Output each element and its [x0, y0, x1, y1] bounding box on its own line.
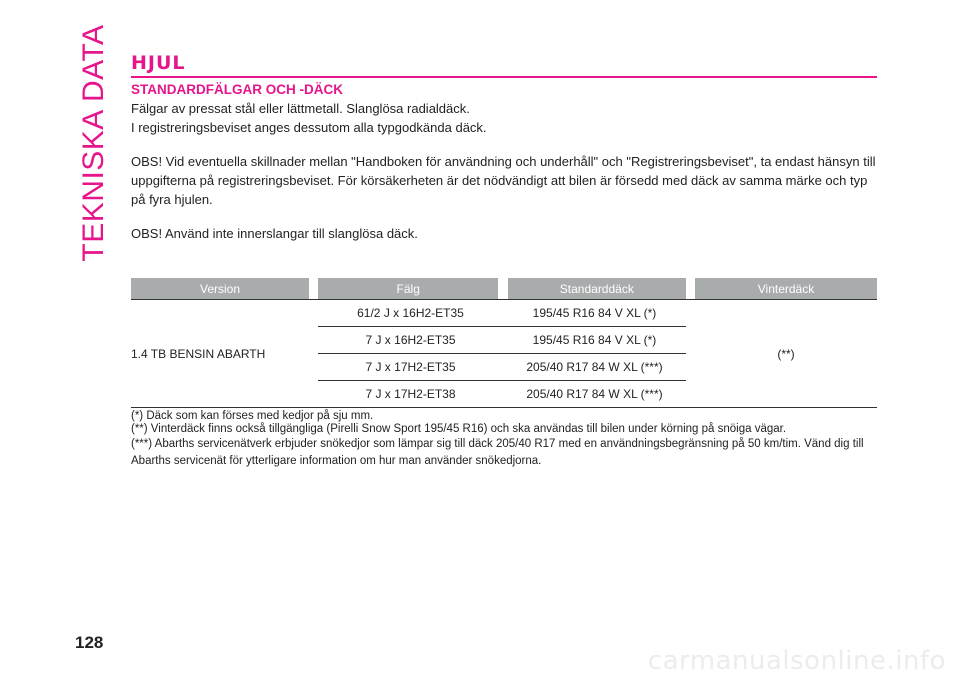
cell-standard-tyre: 195/45 R16 84 V XL (*): [532, 333, 657, 347]
table-header-row: [131, 278, 877, 299]
section-title: HJUL: [131, 52, 186, 74]
cell-standard-tyre: 205/40 R17 84 W XL (***): [526, 387, 663, 401]
footnotes: [131, 410, 877, 470]
section-divider: [131, 76, 877, 78]
cell-rim: 7 J x 17H2-ET35: [365, 360, 456, 374]
paragraph-registration: I registreringsbeviset anges dessutom alla typgodkända däck.: [131, 120, 487, 135]
sidebar-title-text: TEKNISKA DATA: [77, 24, 110, 262]
cell-standard-tyre: 195/45 R16 84 V XL (*): [532, 306, 657, 320]
wheel-spec-table: [131, 278, 877, 408]
page-number: 128: [75, 633, 104, 652]
cell-rim: 7 J x 16H2-ET35: [365, 333, 456, 347]
sidebar-chapter-title: [74, 24, 114, 262]
cell-gap: [309, 299, 318, 408]
paragraph-note-differences: OBS! Vid eventuella skillnader mellan "Handboken för användning och underhåll" och "Registreringsbeviset", ta endast hänsyn till uppgifterna på registreringsbeviset. För körsäkerheten är det nödvändigt att bilen är försedd med däck av samma märke och typ på fyra hjulen.: [131, 154, 876, 207]
header-winter-tyre: Vinterdäck: [695, 278, 877, 299]
cell-standard-tyre: 205/40 R17 84 W XL (***): [526, 360, 663, 374]
watermark: carmanualsonline.info: [647, 646, 946, 676]
paragraph-rims: Fälgar av pressat stål eller lättmetall. Slanglösa radialdäck.: [131, 101, 470, 116]
subsection-title: STANDARDFÄLGAR OCH -DÄCK: [131, 82, 343, 97]
header-gap: [498, 278, 507, 299]
footnote-winter-tyres: (**) Vinterdäck finns också tillgängliga (Pirelli Snow Sport 195/45 R16) och ska användas till bilen under körning på snöiga vägar.: [131, 423, 787, 435]
cell-pair: [318, 327, 686, 354]
cell-rim: 7 J x 17H2-ET38: [365, 387, 456, 401]
cell-gap: [686, 299, 695, 408]
footnote-chains: (*) Däck som kan förses med kedjor på sju mm.: [131, 410, 374, 422]
section-header: [131, 52, 877, 78]
header-version: Version: [131, 278, 309, 299]
cell-version: 1.4 TB BENSIN ABARTH: [131, 299, 309, 408]
footnote-snow-chains: (***) Abarths servicenätverk erbjuder snökedjor som lämpar sig till däck 205/40 R17 med en användningsbegränsning på 50 km/tim. Vänd dig till Abarths servicenät för ytterligare information om hur man använder snökedjorna.: [131, 438, 864, 467]
header-standard-tyre: Standarddäck: [508, 278, 686, 299]
table-row: [131, 299, 877, 327]
paragraph-note-tubes: OBS! Använd inte innerslangar till slanglösa däck.: [131, 226, 418, 241]
cell-pair: [318, 381, 686, 408]
header-rim: Fälg: [318, 278, 498, 299]
cell-pair: [318, 354, 686, 381]
header-gap: [686, 278, 695, 299]
cell-pair: [318, 299, 686, 327]
cell-rim: 61/2 J x 16H2-ET35: [357, 306, 464, 320]
header-gap: [309, 278, 318, 299]
cell-winter-tyre: (**): [695, 299, 877, 408]
